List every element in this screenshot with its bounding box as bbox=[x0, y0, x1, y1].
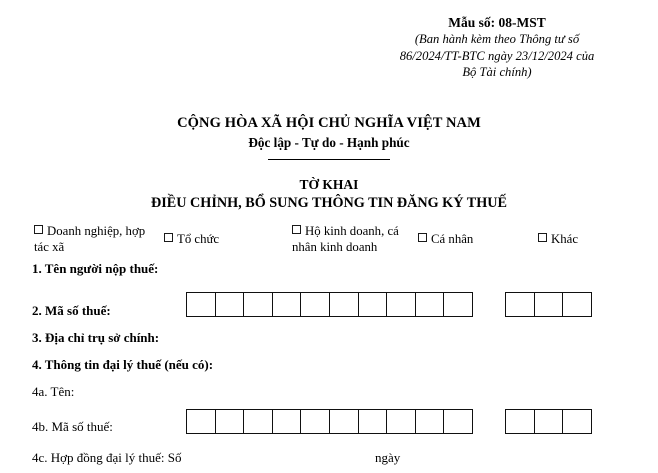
document-title bbox=[0, 176, 658, 213]
document-title-line-2: ĐIỀU CHỈNH, BỔ SUNG THÔNG TIN ĐĂNG KÝ THUẾ bbox=[151, 195, 507, 211]
field-label-tax-agent-info: 4. Thông tin đại lý thuế (nếu có): bbox=[32, 357, 214, 372]
tax-code-cell[interactable] bbox=[534, 292, 564, 317]
field-label-agent-tax-code: 4b. Mã số thuế: bbox=[32, 419, 113, 434]
tax-code-cell[interactable] bbox=[358, 292, 388, 317]
tax-code-cell[interactable] bbox=[300, 292, 330, 317]
checkbox-icon[interactable] bbox=[34, 225, 43, 234]
checkbox-option-other[interactable] bbox=[538, 232, 638, 248]
tax-code-cell[interactable] bbox=[186, 292, 216, 317]
tax-code-cell[interactable] bbox=[243, 409, 273, 434]
tax-code-cell[interactable] bbox=[358, 409, 388, 434]
field-label-head-office-address: 3. Địa chỉ trụ sở chính: bbox=[32, 330, 160, 345]
issuing-circular-line-2: 86/2024/TT-BTC ngày 23/12/2024 của bbox=[399, 48, 595, 63]
country-name: CỘNG HÒA XÃ HỘI CHỦ NGHĨA VIỆT NAM bbox=[177, 115, 481, 131]
national-motto: Độc lập - Tự do - Hạnh phúc bbox=[248, 135, 410, 150]
tax-code-cell[interactable] bbox=[215, 292, 245, 317]
heading-divider bbox=[268, 159, 390, 160]
field-label-taxpayer-name: 1. Tên người nộp thuế: bbox=[32, 261, 159, 276]
checkbox-icon[interactable] bbox=[164, 233, 173, 242]
checkbox-option-organization[interactable] bbox=[164, 232, 274, 248]
tax-code-boxes-main[interactable] bbox=[186, 292, 472, 317]
checkbox-option-enterprise[interactable] bbox=[34, 224, 152, 255]
tax-code-cell[interactable] bbox=[386, 409, 416, 434]
agent-tax-code-boxes-suffix[interactable] bbox=[505, 409, 591, 434]
field-label-agent-name: 4a. Tên: bbox=[32, 384, 75, 399]
tax-code-cell[interactable] bbox=[415, 409, 445, 434]
tax-code-boxes-suffix[interactable] bbox=[505, 292, 591, 317]
national-heading bbox=[0, 114, 658, 160]
form-meta-block bbox=[352, 14, 642, 81]
checkbox-icon[interactable] bbox=[418, 233, 427, 242]
checkbox-label: Hộ kinh doanh, cá nhân kinh doanh bbox=[292, 224, 399, 254]
checkbox-label: Cá nhân bbox=[431, 232, 474, 246]
tax-code-cell[interactable] bbox=[272, 292, 302, 317]
checkbox-label: Doanh nghiệp, hợp tác xã bbox=[34, 224, 146, 254]
field-label-tax-code: 2. Mã số thuế: bbox=[32, 303, 111, 318]
tax-code-cell[interactable] bbox=[329, 409, 359, 434]
form-code: Mẫu số: 08-MST bbox=[448, 15, 546, 30]
issuing-circular-line-3: Bộ Tài chính) bbox=[462, 65, 532, 79]
tax-code-cell[interactable] bbox=[443, 292, 473, 317]
issuing-circular-line-1: (Ban hành kèm theo Thông tư số bbox=[414, 32, 580, 46]
tax-code-cell[interactable] bbox=[272, 409, 302, 434]
checkbox-option-household-business[interactable] bbox=[292, 224, 414, 255]
tax-code-cell[interactable] bbox=[562, 292, 592, 317]
document-title-line-1: TỜ KHAI bbox=[299, 177, 359, 192]
checkbox-label: Tổ chức bbox=[177, 232, 220, 246]
tax-code-cell[interactable] bbox=[329, 292, 359, 317]
tax-code-cell[interactable] bbox=[300, 409, 330, 434]
checkbox-icon[interactable] bbox=[538, 233, 547, 242]
tax-code-cell[interactable] bbox=[215, 409, 245, 434]
checkbox-label: Khác bbox=[551, 232, 578, 246]
taxpayer-type-options bbox=[0, 224, 658, 260]
tax-code-cell[interactable] bbox=[505, 292, 535, 317]
checkbox-option-individual[interactable] bbox=[418, 232, 518, 248]
field-label-agent-contract-number: 4c. Hợp đồng đại lý thuế: Số bbox=[32, 450, 182, 465]
tax-code-cell[interactable] bbox=[443, 409, 473, 434]
field-label-contract-date: ngày bbox=[375, 450, 401, 465]
tax-code-cell[interactable] bbox=[415, 292, 445, 317]
tax-code-cell[interactable] bbox=[534, 409, 564, 434]
checkbox-icon[interactable] bbox=[292, 225, 301, 234]
tax-code-cell[interactable] bbox=[186, 409, 216, 434]
tax-code-cell[interactable] bbox=[505, 409, 535, 434]
tax-code-cell[interactable] bbox=[243, 292, 273, 317]
agent-tax-code-boxes-main[interactable] bbox=[186, 409, 472, 434]
tax-code-cell[interactable] bbox=[562, 409, 592, 434]
tax-code-cell[interactable] bbox=[386, 292, 416, 317]
